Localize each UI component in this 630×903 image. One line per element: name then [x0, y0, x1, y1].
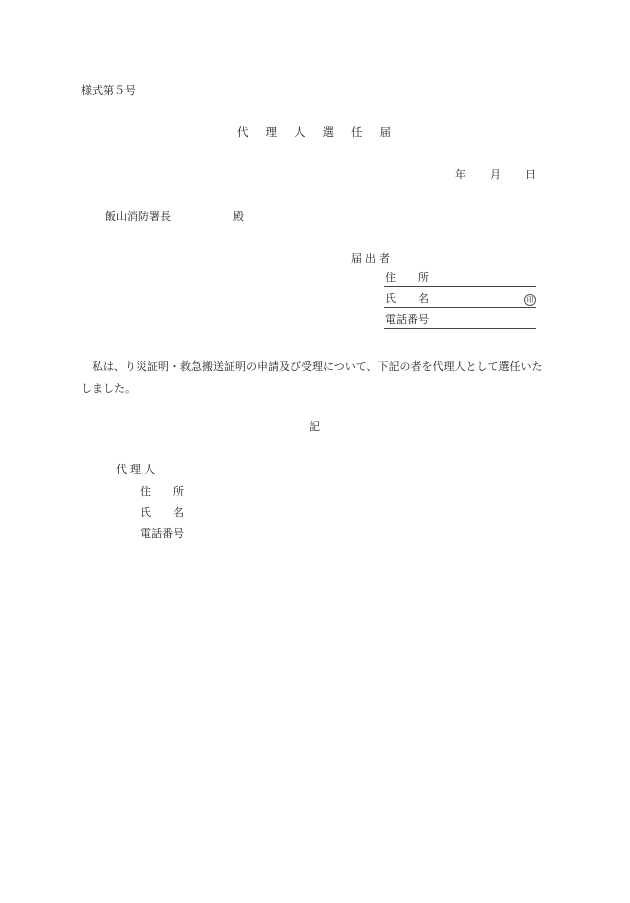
- month-label: 月: [490, 168, 501, 181]
- seal-icon: 印: [524, 294, 536, 306]
- title-char: 理: [265, 125, 277, 139]
- applicant-name-label: 氏 名: [385, 292, 429, 305]
- day-label: 日: [525, 168, 536, 181]
- agent-name-label: 氏 名: [140, 506, 184, 519]
- title-char: 任: [351, 125, 363, 139]
- title-char: 代: [237, 125, 249, 139]
- addressee: 飯山消防署長: [105, 210, 171, 223]
- applicant-address-field[interactable]: [384, 271, 536, 287]
- applicant-phone-field[interactable]: [384, 313, 536, 329]
- applicant-phone-label: 電話番号: [385, 313, 429, 326]
- body-text: 私は、り災証明・救急搬送証明の申請及び受理について、下記の者を代理人として選任いたしました。: [81, 360, 543, 395]
- agent-phone-label: 電話番号: [140, 527, 184, 540]
- agent-label: 代理人: [116, 463, 158, 476]
- document-title: [237, 124, 408, 140]
- honorific: 殿: [233, 210, 244, 223]
- title-char: 届: [379, 125, 391, 139]
- year-label: 年: [455, 168, 466, 181]
- ki-heading: 記: [309, 420, 320, 433]
- applicant-name-field[interactable]: [384, 292, 536, 308]
- title-char: 選: [322, 125, 334, 139]
- title-char: 人: [294, 125, 306, 139]
- date-line: [455, 166, 536, 182]
- applicant-label: 届出者: [351, 252, 393, 265]
- agent-address-label: 住 所: [140, 485, 184, 498]
- form-number: 様式第５号: [81, 84, 136, 97]
- applicant-address-label: 住 所: [385, 271, 429, 284]
